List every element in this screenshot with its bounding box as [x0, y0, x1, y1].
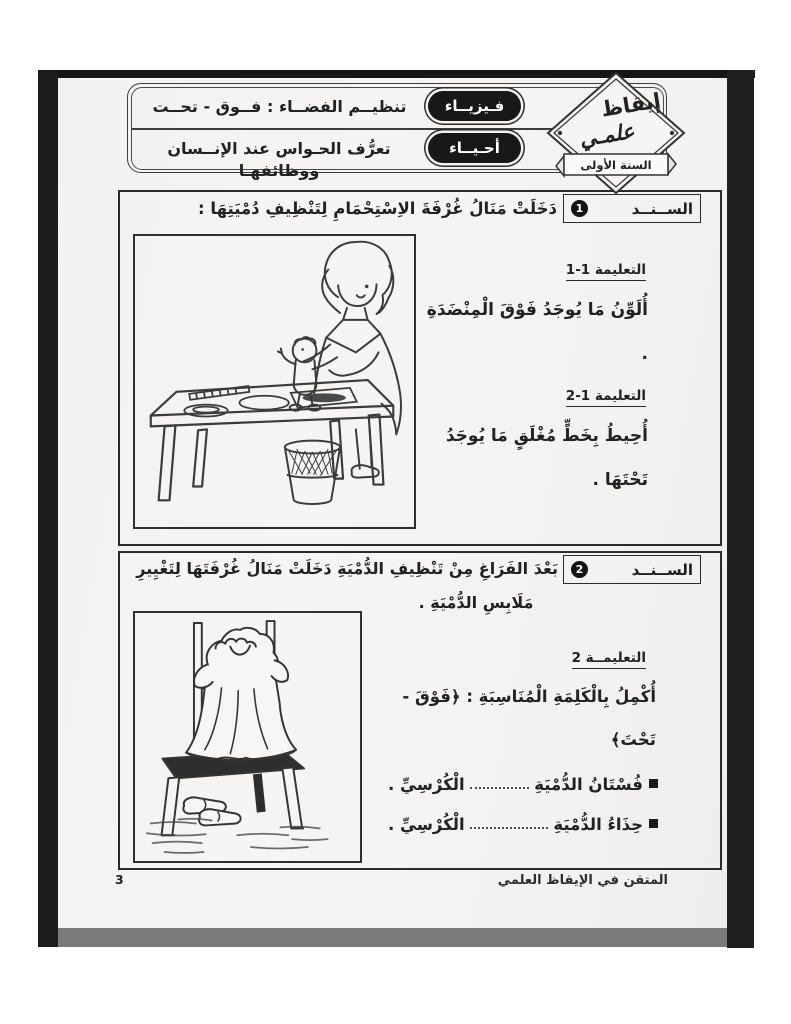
blank-line-shoes: حِذَاءُ الدُّمْيَةِ الْكُرْسِيِّ .: [388, 815, 658, 834]
instruction-2-text: أُكْمِلُ بِالْكَلِمَةِ الْمُنَاسِبَةِ : ﴿فَوْقَ - تَحْتَ﴾: [402, 687, 656, 749]
school-subject-logo: [546, 72, 686, 194]
section1-intro-text: دَخَلَتْ مَنَالُ غُرْفَةَ الاِسْتِحْمَامِ لِتَنْظِيفِ دُمْيَتِهَا :: [198, 199, 557, 218]
instruction-1-2-title: التعليمة 1-2: [446, 388, 646, 404]
page-number: 3: [115, 872, 124, 887]
blank-line-dress: فُسْتَانُ الدُّمْيَةِ الْكُرْسِيِّ .: [388, 775, 658, 794]
square-bullet-icon: [649, 819, 658, 828]
section2-intro-line2: مَلَابِسِ الدُّمْيَةِ .: [418, 593, 534, 612]
section1-label: الســنــد: [631, 199, 693, 218]
instruction-1-2-text: أُحِيطُ بِخَطٍّ مُغْلَقٍ مَا يُوجَدُ تَحْتَهَا .: [445, 426, 648, 491]
section1-number-badge: 1: [571, 200, 588, 217]
illustration-girl-cleaning-doll: [133, 234, 416, 529]
biology-badge: أحـيــاء: [428, 133, 521, 163]
logo-title-line1: إيقاظ: [599, 88, 663, 122]
girl-hair: [322, 242, 393, 314]
header-biology-topic: تعرُّف الحـواس عند الإنــسان ووظائفهـا: [167, 139, 391, 181]
table-items: [184, 386, 357, 417]
logo-ribbon: [556, 154, 676, 176]
physics-badge: فـيزيــاء: [428, 91, 521, 121]
section2-intro-line1: بَعْدَ الفَرَاغِ مِنْ تَنْظِيفِ الدُّمْيَةِ دَخَلَتْ مَنَالُ غُرْفَتَهَا لِتَغْيِيرِ: [136, 559, 558, 578]
answer-blank[interactable]: [470, 787, 530, 789]
answer-blank[interactable]: [470, 827, 549, 829]
section2-label-box: [563, 555, 701, 584]
instruction-1-1-text: أُلَوِّنُ مَا يُوجَدُ فَوْقَ الْمِنْضَدَةِ .: [426, 300, 648, 365]
fill-in-blanks: [388, 775, 658, 855]
header-physics-topic: تنظيــم الفضــاء : فــوق - تحــت: [152, 97, 407, 116]
scan-border-left: [38, 70, 58, 947]
section2-label: الســنــد: [631, 560, 693, 579]
logo-ribbon-text: السنة الأولى: [580, 158, 652, 172]
square-bullet-icon: [649, 779, 658, 788]
scan-border-right: [727, 70, 754, 948]
instruction-2-title: التعليمــة 2: [446, 650, 646, 666]
illustration-dress-on-chair: [133, 611, 362, 863]
instruction-1-1-title: التعليمة 1-1: [446, 262, 646, 278]
section2-number-badge: 2: [571, 561, 588, 578]
logo-title-line2: علمـي: [577, 118, 637, 152]
section1-label-box: [563, 194, 701, 223]
footer-book-title: المتقن في الإيقاظ العلمي: [497, 873, 668, 888]
scan-gray-strip: [48, 928, 748, 947]
